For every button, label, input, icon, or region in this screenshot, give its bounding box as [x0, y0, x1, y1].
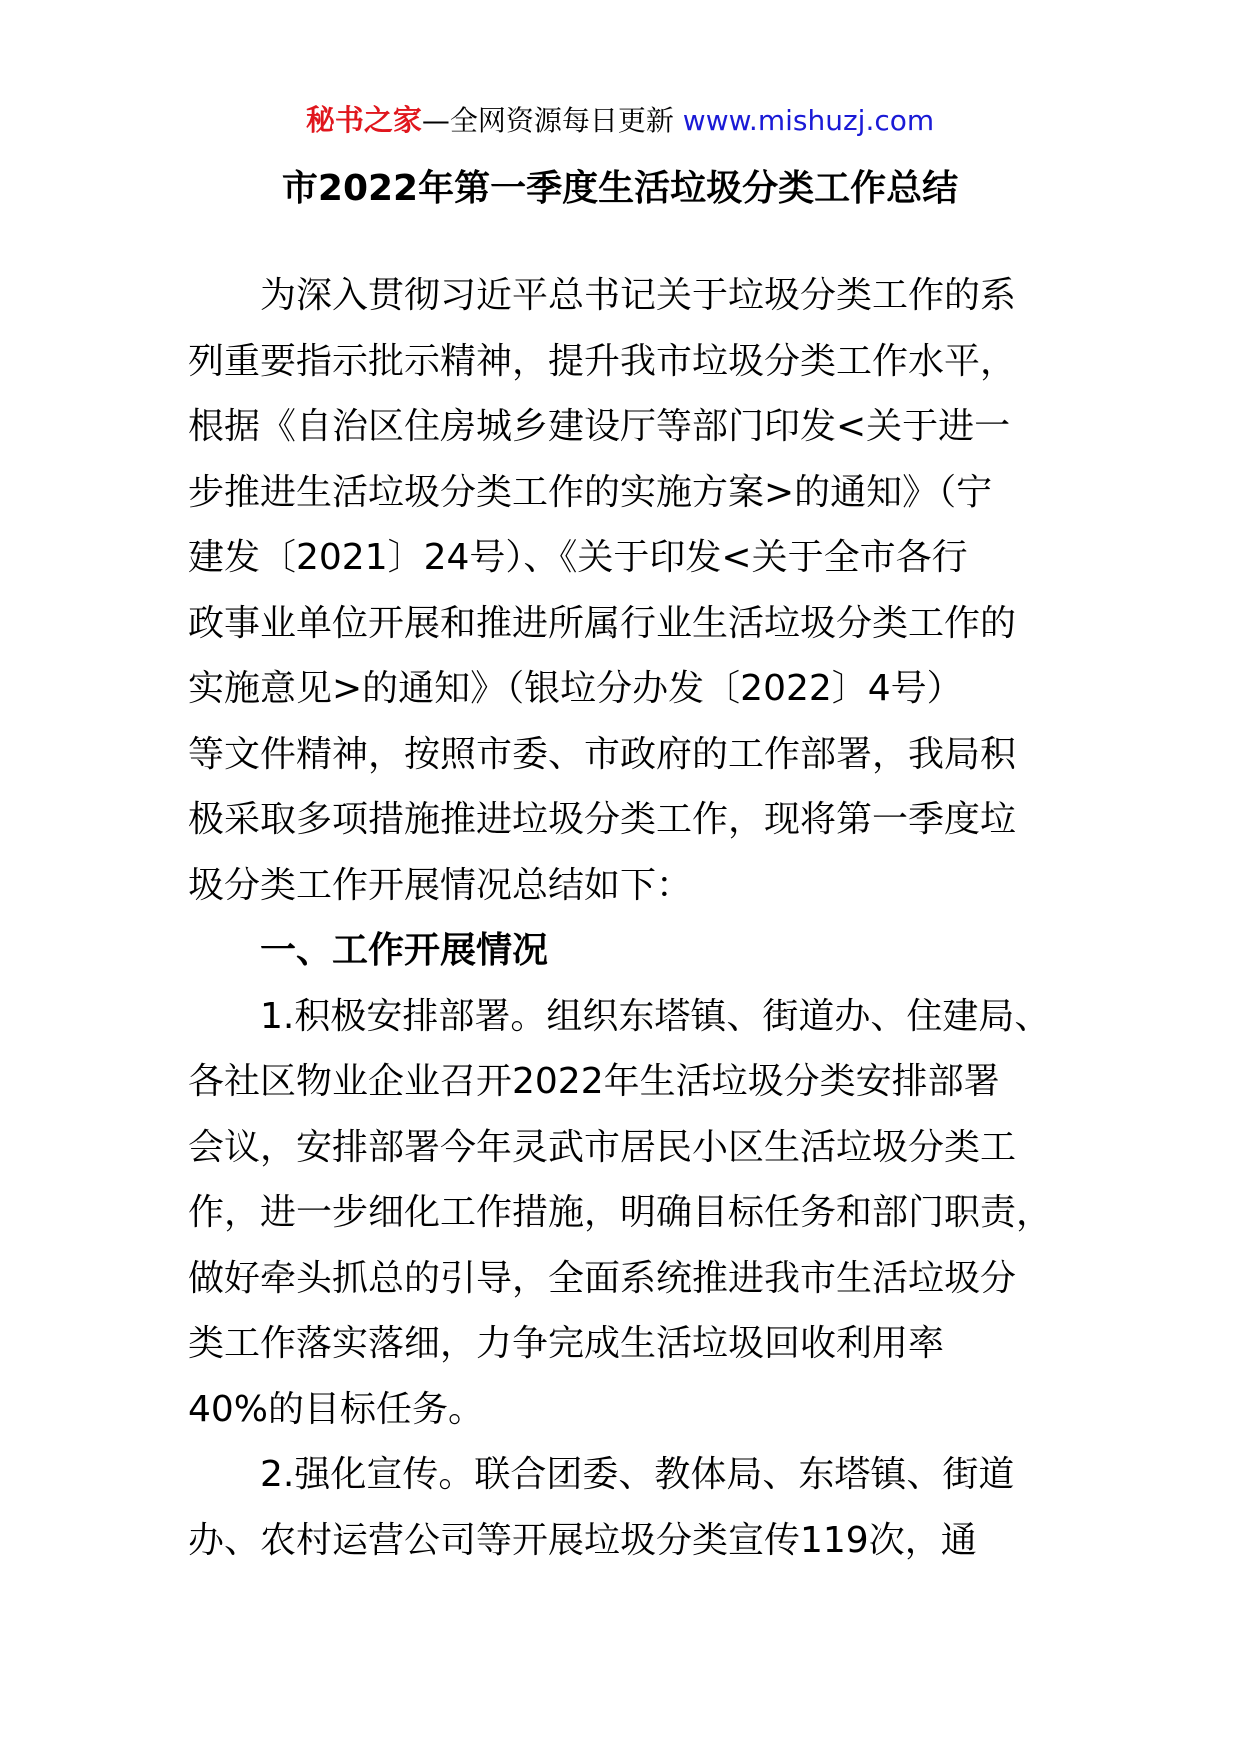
paragraph-line: 根据《自治区住房城乡建设厅等部门印发<关于进一	[188, 406, 1011, 447]
paragraph-line: 步推进生活垃圾分类工作的实施方案>的通知》（宁	[188, 471, 993, 513]
paragraph-line: 1.积极安排部署。组织东塔镇、街道办、住建局、	[260, 995, 1051, 1037]
document-title: 市2022年第一季度生活垃圾分类工作总结	[281, 168, 959, 209]
document-body	[188, 263, 1068, 1573]
paragraph-line: 建发〔2021〕24号）、《关于印发<关于全市各行	[188, 537, 968, 578]
site-header	[0, 100, 1240, 141]
paragraph-line: 会议，安排部署今年灵武市居民小区生活垃圾分类工	[188, 1126, 1017, 1168]
paragraph-line: 实施意见>的通知》（银垃分办发〔2022〕4号）	[188, 668, 963, 709]
paragraph-line: 圾分类工作开展情况总结如下：	[188, 864, 693, 906]
paragraph-line: 作，进一步细化工作措施，明确目标任务和部门职责，	[188, 1192, 1053, 1233]
paragraph-line: 2.强化宣传。联合团委、教体局、东塔镇、街道	[260, 1454, 1015, 1495]
paragraph-line: 40%的目标任务。	[188, 1388, 485, 1430]
paragraph-line: 政事业单位开展和推进所属行业生活垃圾分类工作的	[188, 602, 1017, 644]
paragraph-line: 等文件精神，按照市委、市政府的工作部署，我局积	[188, 733, 1017, 775]
paragraph-line: 极采取多项措施推进垃圾分类工作，现将第一季度垃	[188, 799, 1017, 840]
paragraph-line: 各社区物业企业召开2022年生活垃圾分类安排部署	[188, 1061, 1000, 1102]
site-url-link[interactable]: www.mishuzj.com	[682, 104, 935, 137]
paragraph-line: 做好牵头抓总的引导，全面系统推进我市生活垃圾分	[188, 1257, 1017, 1299]
paragraph-line: 列重要指示批示精神，提升我市垃圾分类工作水平，	[188, 340, 1017, 382]
brand-name: 秘书之家	[305, 103, 422, 137]
paragraph-line: 办、农村运营公司等开展垃圾分类宣传119次，通	[188, 1519, 977, 1561]
header-tagline: —全网资源每日更新	[421, 104, 674, 137]
paragraph-line: 为深入贯彻习近平总书记关于垃圾分类工作的系	[260, 275, 1017, 316]
section-heading: 一、工作开展情况	[260, 930, 549, 971]
paragraph-line: 类工作落实落细，力争完成生活垃圾回收利用率	[188, 1323, 945, 1364]
